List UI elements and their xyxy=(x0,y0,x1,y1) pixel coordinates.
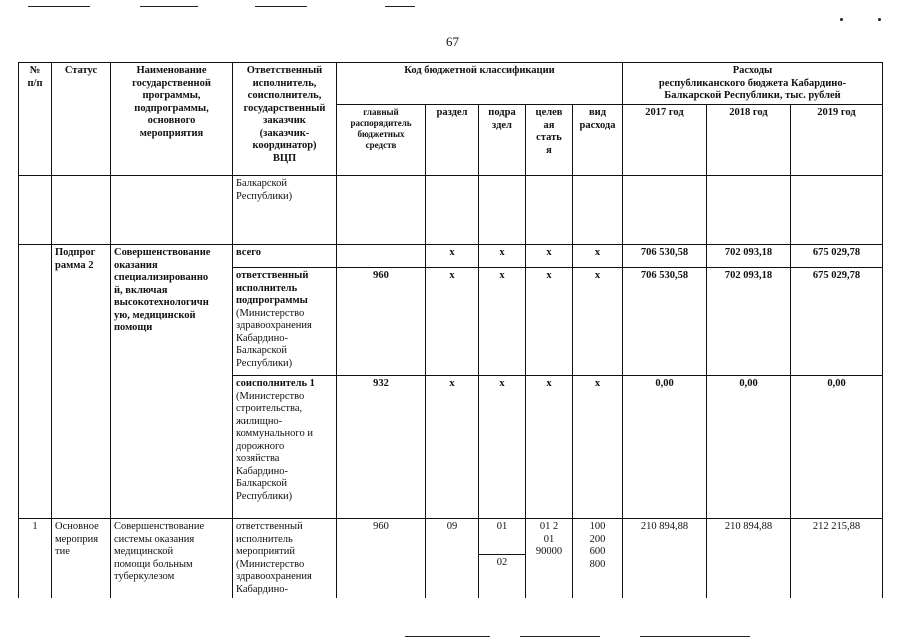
hline-subheader xyxy=(336,104,883,105)
row-total-vid: х xyxy=(594,247,601,258)
header-name: Наименование государственной программы, подпрограммы, основного мероприятия xyxy=(132,65,211,139)
row-coexec-vid: х xyxy=(594,378,601,389)
measure-podrazdel-bottom: 02 xyxy=(496,557,508,568)
scan-line-top-2 xyxy=(140,6,198,7)
measure-status: Основное мероприя тие xyxy=(55,521,99,557)
page-number: 67 xyxy=(446,34,459,49)
scan-line-bottom-3 xyxy=(640,636,750,637)
vline-right xyxy=(882,62,883,598)
header-executor: Ответственный исполнитель, соисполнитель, государственный заказчик (заказчик- координатор) ВЦП xyxy=(243,65,326,164)
row-coexec-2017: 0,00 xyxy=(655,378,674,389)
row-total-podrazdel: х xyxy=(499,247,505,258)
row-resp-2017: 706 530,58 xyxy=(640,270,689,281)
measure-executor: ответственный исполнитель мероприятий (Министерство здравоохранения Кабардино- xyxy=(236,521,312,595)
row-coexec-executor-org: (Министерство строительства, жилищно- коммунального и дорожного хозяйства Кабардино- Балкарской Республики) xyxy=(236,390,313,502)
scan-line-bottom-1 xyxy=(405,636,490,637)
budget-table xyxy=(18,62,883,598)
header-razdel: раздел xyxy=(436,107,468,118)
row-resp-2019: 675 029,78 xyxy=(812,270,861,281)
row-total-2017: 706 530,58 xyxy=(640,247,689,258)
scan-dot-2 xyxy=(878,18,881,21)
row-resp-tselevaya: х xyxy=(546,270,552,281)
hline-header-bottom xyxy=(18,175,883,176)
header-status: Статус xyxy=(64,65,98,76)
measure-razdel: 09 xyxy=(446,521,458,532)
measure-2017: 210 894,88 xyxy=(640,521,689,532)
measure-grbs: 960 xyxy=(373,521,389,532)
hline-subprogram-bottom xyxy=(18,518,883,519)
header-podrazdel: подра здел xyxy=(488,107,516,131)
row-resp-executor-org: (Министерство здравоохранения Кабардино- Балкарской Республики) xyxy=(236,307,312,369)
subprogram-name: Совершенствование оказания специализированно й, включая высокотехнологичн ую, медицинской помощи xyxy=(114,247,211,333)
measure-num: 1 xyxy=(32,521,38,532)
header-tselevaya: целев ая стать я xyxy=(535,107,563,156)
row-coexec-tselevaya: х xyxy=(546,378,552,389)
row-resp-2018: 702 093,18 xyxy=(724,270,773,281)
scan-dot-1 xyxy=(840,18,843,21)
header-vid: вид расхода xyxy=(579,107,616,131)
row-resp-executor xyxy=(233,269,336,371)
scan-line-top-1 xyxy=(28,6,90,7)
scan-line-bottom-2 xyxy=(520,636,600,637)
row-coexec-podrazdel: х xyxy=(499,378,505,389)
header-2018: 2018 год xyxy=(729,107,768,118)
scan-line-top-4 xyxy=(385,6,415,7)
scan-line-top-3 xyxy=(255,6,307,7)
hline-top xyxy=(18,62,883,63)
measure-2018: 210 894,88 xyxy=(724,521,773,532)
row-resp-grbs: 960 xyxy=(373,270,389,281)
row-total-executor: всего xyxy=(236,247,262,258)
hline-row-resp-bottom xyxy=(232,375,883,376)
header-expenses: Расходы республиканского бюджета Кабардино- Балкарской Республики, тыс. рублей xyxy=(658,65,847,101)
vline-num xyxy=(51,62,52,598)
header-num: № п/п xyxy=(27,65,43,89)
measure-tselevaya: 01 2 01 90000 xyxy=(535,521,563,557)
header-grbs: главный распорядитель бюджетных средств xyxy=(350,107,412,150)
row-coexec-2019: 0,00 xyxy=(827,378,846,389)
row-resp-executor-title: ответственный исполнитель подпрограммы xyxy=(236,270,309,306)
row-coexec-executor-title: соисполнитель 1 xyxy=(236,378,315,389)
row-coexec-executor xyxy=(233,377,336,504)
row-total-razdel: х xyxy=(449,247,455,258)
row-total-2019: 675 029,78 xyxy=(812,247,861,258)
vline-0 xyxy=(18,62,19,598)
header-budget-code: Код бюджетной классификации xyxy=(404,65,555,76)
hline-row-vsego-bottom xyxy=(232,267,883,268)
row-total-2018: 702 093,18 xyxy=(724,247,773,258)
measure-2019: 212 215,88 xyxy=(812,521,861,532)
measure-podrazdel-top: 01 xyxy=(496,521,508,532)
row-coexec-2018: 0,00 xyxy=(739,378,758,389)
hline-podrazdel-split xyxy=(478,554,525,555)
row-coexec-razdel: х xyxy=(449,378,455,389)
measure-name: Совершенствование системы оказания медицинской помощи больным туберкулезом xyxy=(114,521,205,582)
row-total-tselevaya: х xyxy=(546,247,552,258)
vline-vid xyxy=(622,62,623,598)
row-coexec-grbs: 932 xyxy=(373,378,389,389)
subprogram-status: Подпрог рамма 2 xyxy=(55,247,96,271)
row-resp-vid: х xyxy=(594,270,601,281)
header-2019: 2019 год xyxy=(817,107,856,118)
header-2017: 2017 год xyxy=(645,107,684,118)
measure-vid: 100 200 600 800 xyxy=(589,521,606,570)
hline-continuation-bottom xyxy=(18,244,883,245)
row-resp-razdel: х xyxy=(449,270,455,281)
row-resp-podrazdel: х xyxy=(499,270,505,281)
continuation-executor: Балкарской Республики) xyxy=(236,178,293,202)
